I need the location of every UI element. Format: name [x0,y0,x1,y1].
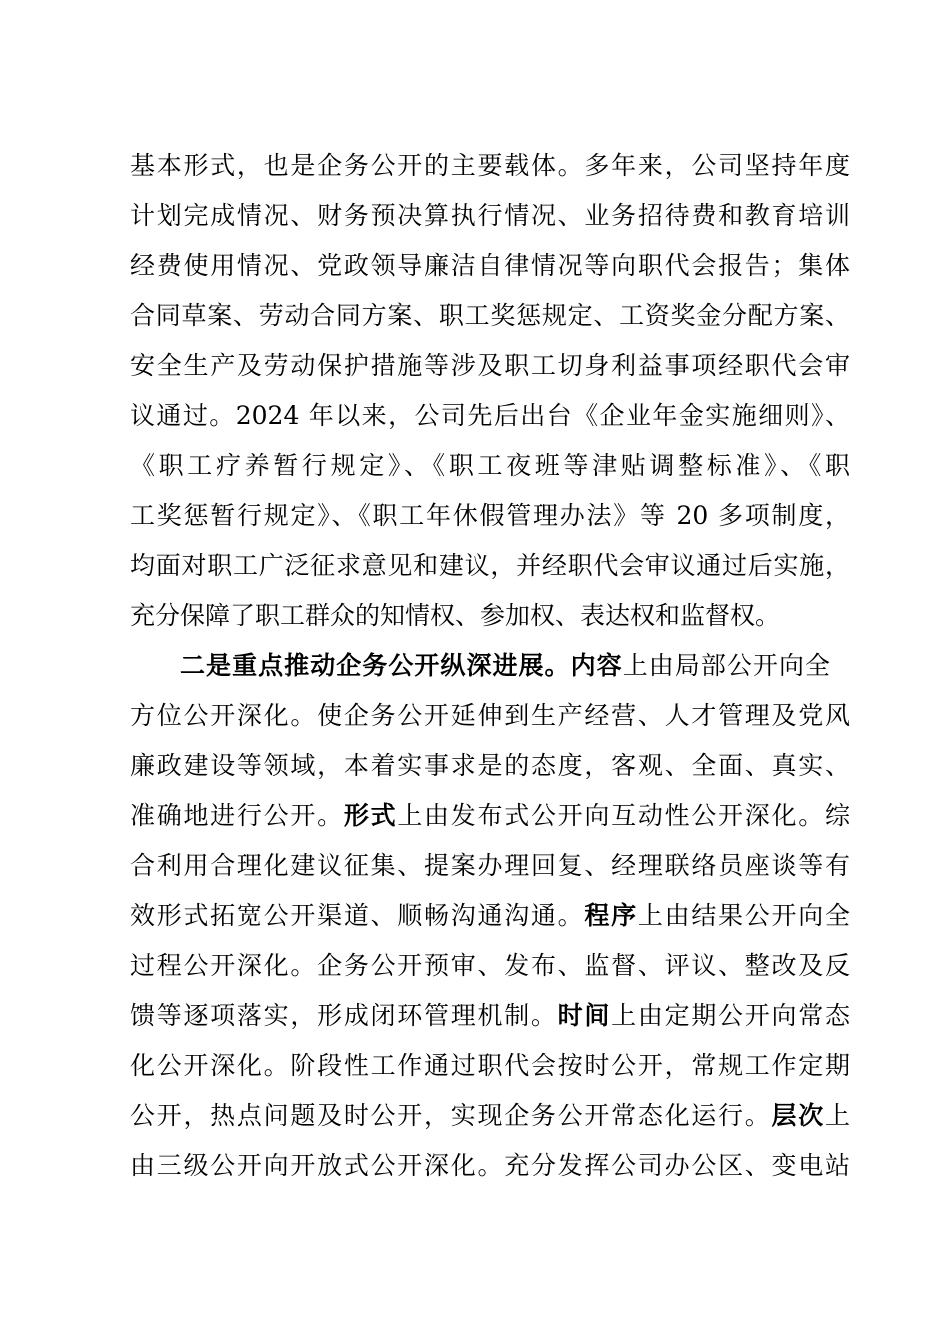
paragraph-line: 化公开深化。阶段性工作通过职代会按时公开，常规工作定期 [130,1051,850,1080]
paragraph-line: 过程公开深化。企务公开预审、发布、监督、评议、整改及反 [130,951,850,980]
paragraph-line: 议通过。2024 年以来，公司先后出台《企业年金实施细则》、 [130,401,850,430]
paragraph-line: 均面对职工广泛征求意见和建议，并经职代会审议通过后实施， [130,551,850,580]
paragraph-line: 合同草案、劳动合同方案、职工奖惩规定、工资奖金分配方案、 [130,301,850,330]
paragraph-line: 公开，热点问题及时公开，实现企务公开常态化运行。层次上 [130,1101,850,1130]
bold-keyword: 形式 [343,801,398,830]
paragraph-line: 《职工疗养暂行规定》、《职工夜班等津贴调整标准》、《职 [130,451,850,480]
paragraph-line: 经费使用情况、党政领导廉洁自律情况等向职代会报告；集体 [130,251,850,280]
paragraph-line: 廉政建设等领域，本着实事求是的态度，客观、全面、真实、 [130,751,850,780]
paragraph-line: 工奖惩暂行规定》、《职工年休假管理办法》等 20 多项制度， [130,501,850,530]
paragraph-line: 效形式拓宽公开渠道、顺畅沟通沟通。程序上由结果公开向全 [130,901,850,930]
paragraph-line: 二是重点推动企务公开纵深进展。内容上由局部公开向全 [180,651,830,680]
paragraph-line: 计划完成情况、财务预决算执行情况、业务招待费和教育培训 [130,201,850,230]
paragraph-line: 方位公开深化。使企务公开延伸到生产经营、人才管理及党风 [130,701,850,730]
bold-keyword: 时间 [557,1001,612,1030]
bold-heading: 二是重点推动企务公开纵深进展。 [180,651,571,680]
paragraph-line: 馈等逐项落实，形成闭环管理机制。时间上由定期公开向常态 [130,1001,850,1030]
bold-keyword: 程序 [584,901,638,930]
paragraph-line: 由三级公开向开放式公开深化。充分发挥公司办公区、变电站 [130,1151,850,1180]
paragraph-line: 准确地进行公开。形式上由发布式公开向互动性公开深化。综 [130,801,850,830]
paragraph-line: 基本形式，也是企务公开的主要载体。多年来，公司坚持年度 [130,151,850,180]
paragraph-line: 充分保障了职工群众的知情权、参加权、表达权和监督权。 [130,601,781,630]
bold-keyword: 内容 [570,651,623,680]
paragraph-line: 合利用合理化建议征集、提案办理回复、经理联络员座谈等有 [130,851,850,880]
paragraph-line: 安全生产及劳动保护措施等涉及职工切身利益事项经职代会审 [130,351,850,380]
bold-keyword: 层次 [771,1101,825,1130]
